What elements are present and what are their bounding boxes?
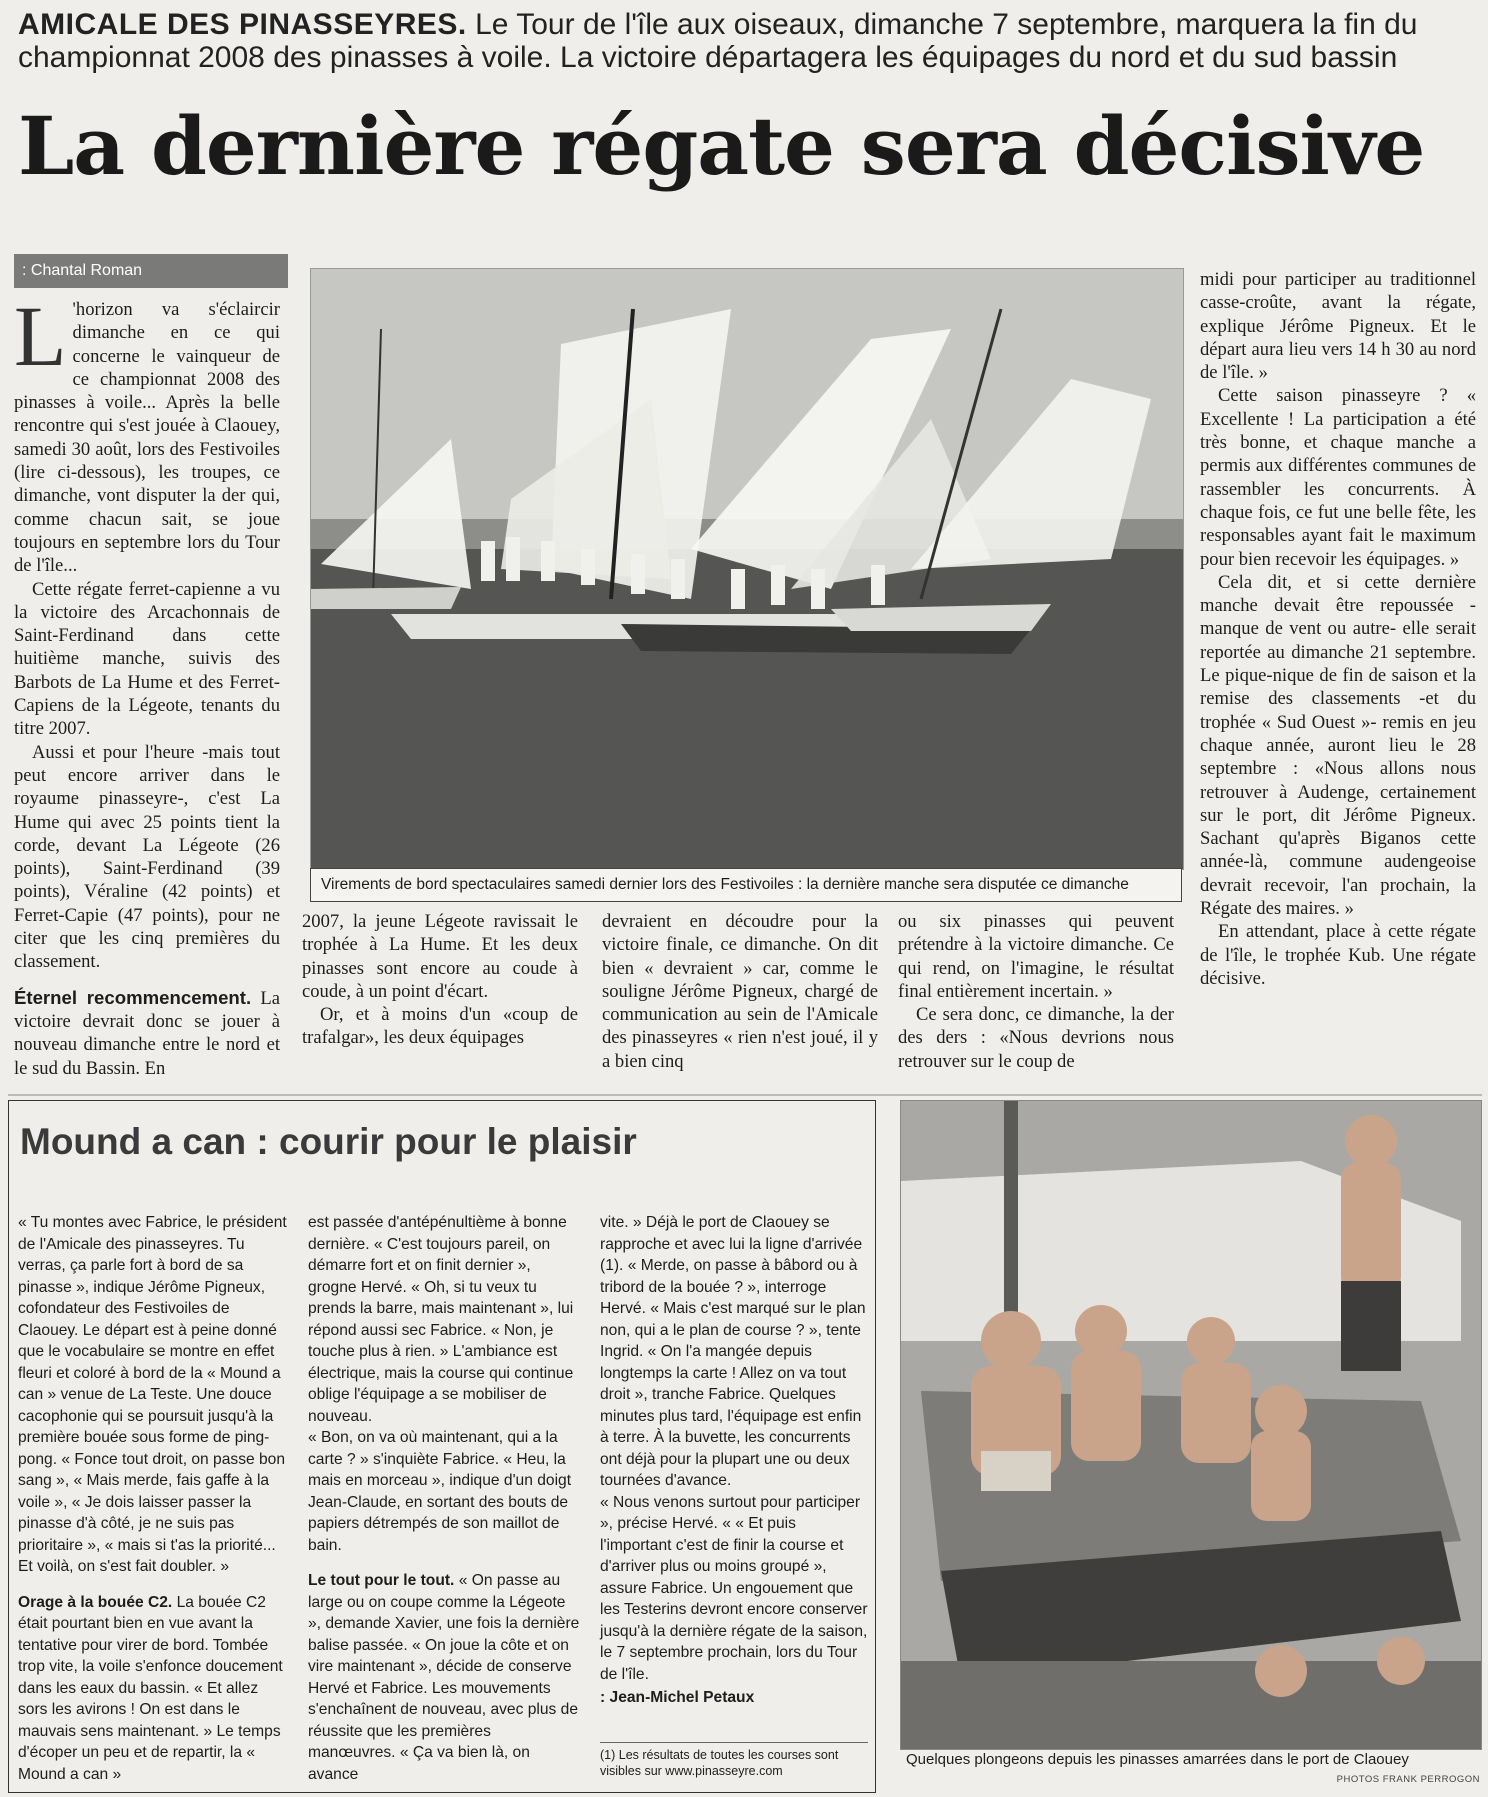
byline: : Chantal Roman [14, 254, 288, 288]
sidebar-c1-p1: « Tu montes avec Fabrice, le président de l'Amicale des pinasseyres. Tu verras, ça parle fort à bord de sa pinasse », indique Jérôme Pigneux, cofondateur des Festivoiles de Claouey. Le départ est à peine donné que le vocabulaire se montre en effet fleuri et coloré à bord de la « Mound a can » venue de La Teste. Une douce cacophonie qui se poursuit jusqu'à la première bouée sous forme de ping-pong. « Fonce tout droit, on passe bon sang », « Mais merde, fais gaffe à la voile », « Je dois laisser passer la pinasse d'à côté, je ne suis pas prioritaire », « mais si t'as la priorité... Et voilà, on s'est fait doubler. » [18, 1214, 287, 1575]
dropcap: L [14, 288, 67, 384]
article-column-left [14, 288, 280, 1080]
sidebar-c2-subhead: Le tout pour le tout. [308, 1572, 455, 1589]
right-p1: midi pour participer au traditionnel casse-croûte, avant la régate, explique Jérôme Pigneux. Et le départ aura lieu vers 14 h 30 au nord de l'île. » [1200, 269, 1476, 384]
sidebar-c1-p2: La bouée C2 était pourtant bien en vue avant la tentative pour virer de bord. Tombée trop vite, la voile s'enfonce doucement dans les eaux du bassin. « Et allez sors les avirons ! On est dans le mauvais sens maintenant. » Le temps d'écoper un peu et de repartir, la « Mound a can » [18, 1593, 283, 1783]
section-divider [8, 1094, 1482, 1096]
sidebar-c3-p2: « Nous venons surtout pour participer », précise Hervé. « « Et puis l'important c'est de finir la course et d'arriver plus ou moins groupé », assure Fabrice. Un engouement que les Testerins devront encore conserver jusqu'à la dernière régate de la saison, le 7 septembre prochain, lors du Tour de l'île. [600, 1493, 868, 1683]
sidebar-column-1 [18, 1212, 290, 1785]
kicker [18, 8, 1478, 74]
sidebar-signature: : Jean-Michel Petaux [600, 1689, 755, 1706]
sidebar-c2-p1: est passée d'antépénultième à bonne dernière. « C'est toujours pareil, on démarre fort et on finit dernier », grogne Hervé. « Oh, si tu veux tu prends la barre, mais maintenant », lui répond aussi sec Fabrice. « Non, je touche plus à rien. » L'ambiance est électrique, mais la course qui continue oblige l'équipage a se mobiliser de nouveau. [308, 1214, 574, 1425]
children-photo-caption: Quelques plongeons depuis les pinasses amarrées dans le port de Claouey [906, 1751, 1409, 1768]
b3-p2: Ce sera donc, ce dimanche, la der des ders : «Nous devrions nous retrouver sur le coup de [898, 1004, 1174, 1072]
kicker-text: Le Tour de l'île aux oiseaux, dimanche 7 septembre, marquera la fin du championnat 2008 des pinasses à voile. La victoire départagera les équipages du nord et du sud bassin [18, 8, 1418, 74]
article-lead [14, 288, 280, 578]
left-p1: 'horizon va s'éclaircir dimanche en ce qui concerne le vainqueur de ce championnat 2008 des pinasses à voile... Après la belle rencontre qui s'est jouée à Claouey, samedi 30 août, lors des Festivoiles (lire ci-dessous), les troupes, ce dimanche, vont disputer la der qui, comme chacun sait, se joue toujours en septembre lors du Tour de l'île... [14, 299, 280, 577]
sidebar-c1-p2-wrap [18, 1592, 290, 1786]
article-column-b3 [898, 910, 1174, 1073]
b1-p1: 2007, la jeune Légeote ravissait le trophée à La Hume. Et les deux pinasses sont encore au coude à coude, à un point d'écart. [302, 911, 578, 1002]
left-p4: La victoire devrait donc se jouer à nouveau dimanche entre le nord et le sud du Bassin. En [14, 987, 280, 1079]
photo-credit: PHOTOS FRANK PERROGON [1336, 1774, 1480, 1785]
b3-p1: ou six pinasses qui peuvent prétendre à la victoire dimanche. Ce qui rend, on l'imagine, le résultat final entièrement incertain. » [898, 911, 1174, 1002]
left-p2: Cette régate ferret-capienne a vu la victoire des Arcachonnais de Saint-Ferdinand dans cette huitième manche, suivis des Barbots de La Hume et des Ferret-Capiens de la Légeote, tenants du titre 2007. [14, 578, 280, 740]
article-column-b1 [302, 910, 578, 1050]
b1-p2: Or, et à moins d'un «coup de trafalgar», les deux équipages [302, 1004, 578, 1049]
b2-p1: devraient en découdre pour la victoire finale, ce dimanche. On dit bien « devraient » car, comme le souligne Jérôme Pigneux, chargé de communication au sein de l'Amicale des pinasseyres « rien n'est joué, il y a bien cinq [602, 911, 878, 1072]
children-photo [900, 1100, 1482, 1750]
sidebar-c2-p3: « On passe au large ou on coupe comme la Légeote », demande Xavier, une fois la dernière balise passée. « On joue la côte et on vire maintenant », décide de conserve Hervé et Fabrice. Les mouvements s'enchaînent de nouveau, avec plus de réussite que les premières manœuvres. « Ça va bien là, on avance [308, 1572, 580, 1783]
right-p3: Cela dit, et si cette dernière manche devait être repoussée - manque de vent ou autre- elle serait reportée au dimanche 21 septembre. Le pique-nique de fin de saison et la remise des classements -et du trophée « Sud Ouest »- remis en jeu chaque année, auront lieu le 28 septembre : «Nous allons nous retrouver à Audenge, certainement sur le port, dit Jérôme Pigneux. Sachant qu'après Biganos cette année-là, commune audengeoise devrait recevoir, l'an prochain, la Régate des maires. » [1200, 571, 1476, 920]
left-subhead: Éternel recommencement. [14, 986, 252, 1008]
regatta-photo-caption: Virements de bord spectaculaires samedi dernier lors des Festivoiles : la dernière manche sera disputée ce dimanche [310, 868, 1182, 902]
sidebar-title: Mound a can : courir pour le plaisir [20, 1121, 637, 1162]
left-p4-wrap [14, 986, 280, 1080]
article-column-right [1200, 268, 1476, 990]
sidebar-c2-p2: « Bon, on va où maintenant, qui a la carte ? » s'inquiète Fabrice. « Heu, la mais en morceau », indique d'un doigt Jean-Claude, en sortant des bouts de papiers détrempés de son maillot de bain. [308, 1429, 572, 1554]
sidebar-c2-p3-wrap [308, 1570, 580, 1785]
sidebar-column-2 [308, 1212, 580, 1785]
sailboats-illustration [311, 269, 1183, 869]
right-p4: En attendant, place à cette régate de l'île, le trophée Kub. Une régate décisive. [1200, 921, 1476, 989]
right-p2: Cette saison pinasseyre ? « Excellente ! La participation a été très bonne, et chaque manche a permis aux différentes communes de rassembler les concurrents. À chaque fois, ce fut une belle fête, les responsables ayant fait le maximum pour bien recevoir les équipages. » [1200, 385, 1476, 570]
sidebar-column-3 [600, 1212, 868, 1709]
children-boat-illustration [901, 1101, 1481, 1749]
article-column-b2 [602, 910, 878, 1073]
regatta-photo [310, 268, 1184, 870]
kicker-label: AMICALE DES PINASSEYRES. [18, 8, 467, 41]
headline: La dernière régate sera décisive [18, 99, 1425, 193]
sidebar-c1-subhead: Orage à la bouée C2. [18, 1593, 173, 1611]
sidebar-footnote: (1) Les résultats de toutes les courses sont visibles sur www.pinasseyre.com [600, 1742, 868, 1779]
left-p3: Aussi et pour l'heure -mais tout peut encore arriver dans le royaume pinasseyre-, c'est La Hume qui avec 25 points tient la corde, devant La Légeote (26 points), Saint-Ferdinand (39 points), Véraline (42 points) et Ferret-Capie (47 points), pour ne citer que les cinq premières du classement. [14, 741, 280, 973]
sidebar-c3-p1: vite. » Déjà le port de Claouey se rapproche et avec lui la ligne d'arrivée (1). « Merde, on passe à bâbord ou à tribord de la bouée ? », interroge Hervé. « Mais c'est marqué sur le plan non, qui a le plan de course ? », tente Ingrid. « On l'a mangée depuis longtemps la carte ! Allez on va tout droit », tranche Fabrice. Quelques minutes plus tard, l'équipage est enfin à terre. À la buvette, les concurrents ont déjà pour la plupart une ou deux tournées d'avance. [600, 1214, 866, 1489]
